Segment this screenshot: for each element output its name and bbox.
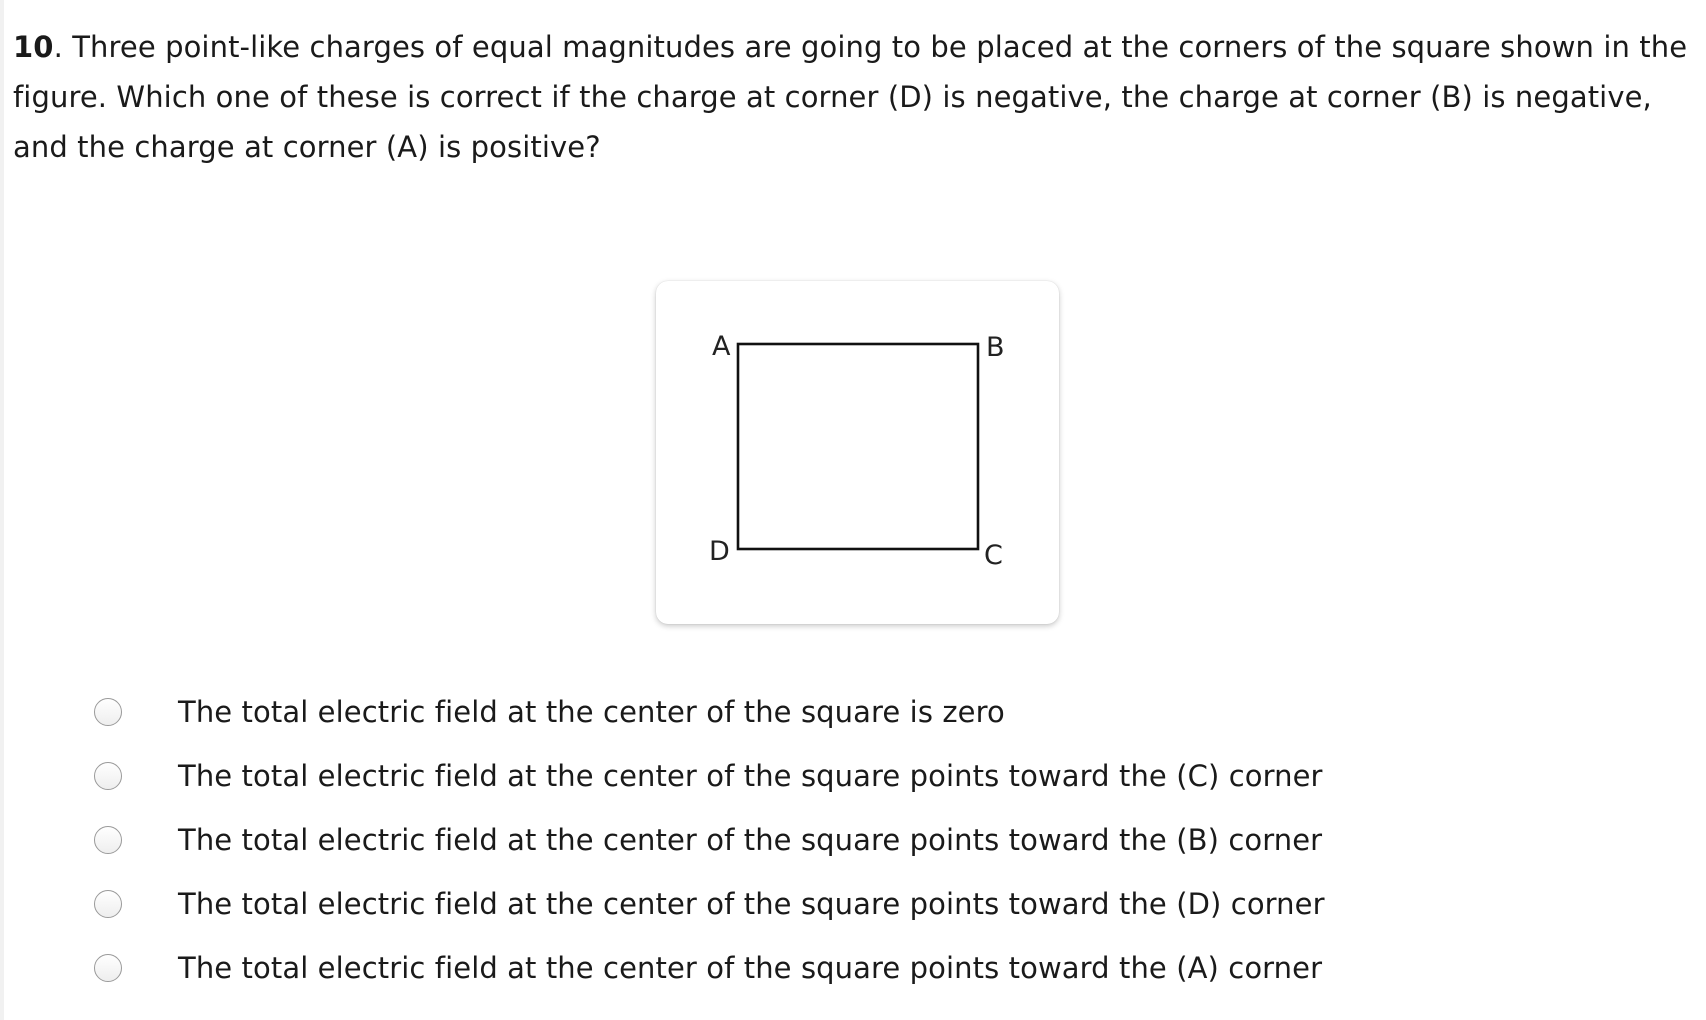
option-3[interactable] bbox=[94, 808, 1394, 872]
corner-label-b: B bbox=[986, 332, 1005, 363]
question-page bbox=[4, 0, 1706, 1020]
option-label: The total electric field at the center of the square is zero bbox=[178, 695, 1005, 729]
option-1[interactable] bbox=[94, 680, 1394, 744]
option-4[interactable] bbox=[94, 872, 1394, 936]
square-figure bbox=[656, 281, 1059, 624]
radio-button[interactable] bbox=[94, 890, 122, 918]
option-label: The total electric field at the center of the square points toward the (A) corner bbox=[178, 951, 1323, 985]
option-label: The total electric field at the center of the square points toward the (C) corner bbox=[178, 759, 1323, 793]
option-label: The total electric field at the center of the square points toward the (D) corner bbox=[178, 887, 1325, 921]
option-2[interactable] bbox=[94, 744, 1394, 808]
radio-button[interactable] bbox=[94, 762, 122, 790]
radio-button[interactable] bbox=[94, 698, 122, 726]
question-number: 10 bbox=[13, 30, 54, 64]
radio-button[interactable] bbox=[94, 954, 122, 982]
corner-label-a: A bbox=[712, 331, 731, 362]
square-diagram bbox=[656, 281, 1059, 624]
radio-button[interactable] bbox=[94, 826, 122, 854]
corner-label-c: C bbox=[984, 540, 1003, 571]
square-outline bbox=[738, 344, 978, 549]
option-label: The total electric field at the center of the square points toward the (B) corner bbox=[178, 823, 1323, 857]
question-prompt: . Three point-like charges of equal magnitudes are going to be placed at the corners of the square shown in the figure. Which one of these is correct if the charge at corner (D) is negative, the charge at corner (B) is negative, and the charge at corner (A) is positive? bbox=[13, 30, 1688, 164]
answer-options bbox=[94, 680, 1394, 1000]
question-text-block bbox=[13, 22, 1698, 172]
corner-label-d: D bbox=[709, 536, 730, 567]
option-5[interactable] bbox=[94, 936, 1394, 1000]
